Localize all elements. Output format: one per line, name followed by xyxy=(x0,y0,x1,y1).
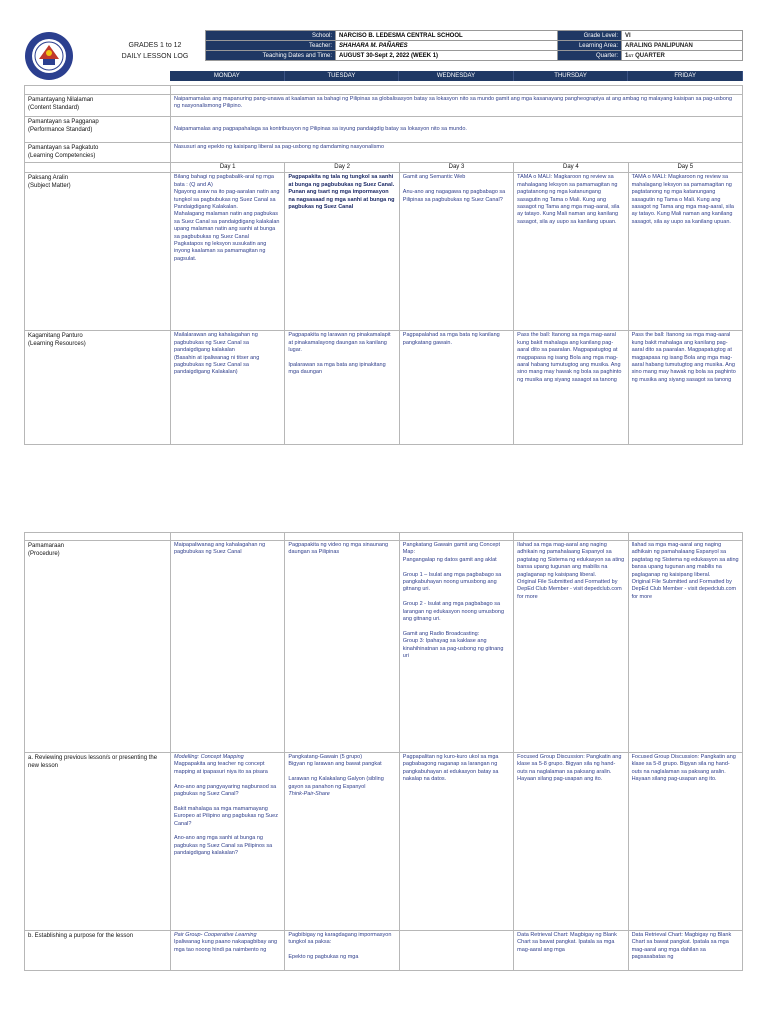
procedure-label: Pamamaraan (Procedure) xyxy=(25,541,171,753)
resources-day5: Pass the ball: Itanong sa mga mag-aaral kung bakit mahalaga ang kanilang pag-aaral dito sa paaralan. Magpapatugtog at magpapasa ng isang Bola ang mga mag-aaral habang tumutugtog ang musika. Ang sino mang may hawak ng bola sa paghinto ng musika ang siyang sasagot sa tanong xyxy=(628,331,742,445)
competencies-label: Pamantayan sa Pagkatuto (Learning Competencies) xyxy=(25,143,171,163)
day-header-monday: MONDAY xyxy=(170,71,285,81)
performance-standard-text: Naipamamalas ang pagpapahalaga sa kontribusyon ng Pilipinas sa isyung pandaigdig batay sa lokasyon nito sa mundo. xyxy=(171,117,743,143)
deped-seal-logo xyxy=(24,31,74,81)
weekday-header-row xyxy=(170,71,743,81)
day-header-friday: FRIDAY xyxy=(628,71,743,81)
teacher-label: Teacher: xyxy=(206,41,336,51)
day-number-1: Day 1 xyxy=(171,163,285,173)
school-label: School: xyxy=(206,31,336,41)
dates-label: Teaching Dates and Time: xyxy=(206,51,336,61)
subject-matter-day3: Gamit ang Semantic Web Anu-ano ang nagagawa ng pagbabago sa Pilipinas sa pagbubukas ng Suez Canal? xyxy=(399,173,513,331)
procedure-day4: Ilahad sa mga mag-aaral ang naging adhikain ng pamahalaang Espanyol sa pagtatag ng Sistema ng edukasyon sa ating bansa upang tugunan ang mabilis na paglaganap ng kaisipang liberal. Original File Submitted and Formatted by DepEd Club Member - visit depedclub.com for more xyxy=(514,541,628,753)
reviewing-day2-body: Pangkatang-Gawain (5 grupo) Bigyan ng larawan ang bawat pangkat Larawan ng Kalakalang Galyon (sibling gayon sa panahon ng Espanyol xyxy=(288,754,384,790)
day-header-thursday: THURSDAY xyxy=(514,71,629,81)
day-number-4: Day 4 xyxy=(514,163,628,173)
school-value: NARCISO B. LEDESMA CENTRAL SCHOOL xyxy=(336,31,558,41)
spacer-cell xyxy=(171,533,285,541)
lesson-table-part2 xyxy=(24,532,743,971)
subject-matter-day1: Bilang bahagi ng pagbabalik-aral ng mga bata : (Q and A) Ngayong araw na ito pag-aaralan natin ang tungkol sa pagbubukas ng Suez Canal sa Pandaigdigang Kalakalan. Mahalagang malaman natin ang pagbukas sa Suez Canal sa pandaigdigang kalakalan upang malaman natin ang sanhi at bunga sa pagbubukas ng Suez Canal Pagkatapos ng leksyon susukatin ang inyong kaalaman sa pamamagitan ng pagsulat. xyxy=(171,173,285,331)
purpose-day1 xyxy=(171,931,285,971)
subject-matter-label: Paksang Aralin (Subject Matter) xyxy=(25,173,171,331)
procedure-day3: Pangkatang Gawain gamit ang Concept Map: Pangangalap ng datos gamit ang aklat Group 1 – Isulat ang mga pagbabago sa pangkabuhayan noong umusbong ang gitnang uri. Group 2 - Isulat ang mga pagbabago sa larangan ng edukasyon noong umusbong ang gitnang uri. Gamit ang Radio Broadcasting: Group 3: Ipahayag sa kaklase ang kinahihinatnan sa pag-usbong ng gitnang uri xyxy=(399,541,513,753)
area-value: ARALING PANLIPUNAN xyxy=(622,41,743,51)
procedure-day1: Maipapaliwanag ang kahalagahan ng pagbubukas ng Suez Canal xyxy=(171,541,285,753)
lesson-table-part1 xyxy=(24,85,743,445)
purpose-day1-body: Ipaliwanag kung paano nakapagbibay ang mga tao noong hindi pa naimbento ng xyxy=(174,939,278,953)
grade-value: VI xyxy=(622,31,743,41)
competencies-text: Nasusuri ang epekto ng kaisipang liberal sa pag-usbong ng damdaming nasyonalismo xyxy=(171,143,743,163)
resources-day3: Pagpapalahad sa mga bata ng kanilang pangkatang gawain. xyxy=(399,331,513,445)
subject-matter-day5: TAMA o MALI: Magkaroon ng review sa mahalagang leksyon sa pamamagitan ng pagtatanong ng mga katanungang sasagutin ng Tama o Mali. Kung ang sasagot ng Tama ang mga mag-aaral, sila ay tatayo. Kung Mali naman ang kanilang sasagot, sila ay uupo sa kanilang upuan. xyxy=(628,173,742,331)
purpose-day1-title: Pair Group- Cooperative Learning xyxy=(174,932,257,938)
purpose-label: b. Establishing a purpose for the lesson xyxy=(25,931,171,971)
quarter-suffix: ST xyxy=(628,52,634,58)
day-number-2: Day 2 xyxy=(285,163,399,173)
quarter-value xyxy=(622,51,743,61)
header-info-table xyxy=(205,30,743,61)
reviewing-day3: Pagpapalitan ng kuro-kuro ukol sa mga pagbabagong naganap sa larangan ng pangkabuhayan at edukasyon batay sa nakalap na datos. xyxy=(399,753,513,931)
reviewing-day2-strategy: Think-Pair-Share xyxy=(288,791,330,798)
quarter-number: 1 xyxy=(625,52,629,59)
title-line-grades: GRADES 1 to 12 xyxy=(128,42,182,49)
procedure-day5: Ilahad sa mga mag-aaral ang naging adhikain ng pamahalaang Espanyol sa pagtatag ng Sistema ng edukasyon sa ating bansa upang tugunan ang mabilis na paglaganap ng kaisipang liberal. Original File Submitted and Formatted by DepEd Club Member - visit depedclub.com for more xyxy=(628,541,742,753)
reviewing-label: a. Reviewing previous lesson/s or presenting the new lesson xyxy=(25,753,171,931)
day-number-3: Day 3 xyxy=(399,163,513,173)
spacer-cell xyxy=(25,533,171,541)
content-standard-text: Naipamamalas ang mapanuring pang-unawa at kaalaman sa bahagi ng Pilipinas sa globalisasyon batay sa lokasyon nito sa mundo gamit ang mga kasanayang pangheograpiya at ang ambag ng malayang kaisipan sa pag-usbong ng nasyonalismong Pilipino. xyxy=(171,95,743,117)
resources-day1: Mailalarawan ang kahalagahan ng pagbubukas ng Suez Canal sa pandaigdigang kalakalan (Basahin at ipaliwanag ni titser ang pagbubukas ng Suez Canal sa pandaigdigang Kalakalan) xyxy=(171,331,285,445)
title-line-dll: DAILY LESSON LOG xyxy=(121,53,189,60)
dates-value: AUGUST 30-Sept 2, 2022 (WEEK 1) xyxy=(336,51,558,61)
spacer-cell xyxy=(285,533,399,541)
subject-matter-day4: TAMA o MALI: Magkaroon ng review sa mahalagang leksyon sa pamamagitan ng pagtatanong ng mga katanungang sasagutin ng Tama o Mali. Kung ang sasagot ng Tama ang mga mag-aaral, sila ay tatayo. Kung Mali naman ang kanilang sasagot, sila ay uupo sa kanilang upuan. xyxy=(514,173,628,331)
spacer-cell xyxy=(25,86,171,95)
day-header-tuesday: TUESDAY xyxy=(285,71,400,81)
purpose-day2: Pagbibigay ng karagdagang impormasyon tungkol sa paksa: Epekto ng pagbukas ng mga xyxy=(285,931,399,971)
area-label: Learning Area: xyxy=(558,41,622,51)
spacer-cell xyxy=(514,533,628,541)
grade-label: Grade Level: xyxy=(558,31,622,41)
resources-day2: Pagpapakita ng larawan ng pinakamalapit at pinakamalayong daungan sa kanilang lugar. Ipalarawan sa mga bata ang ipinakitang mga daungan xyxy=(285,331,399,445)
reviewing-day4: Focused Group Discussion: Pangkatin ang klase sa 5-8 grupo. Bigyan sila ng hand-outs na naglalaman sa paksang aralin. Hayaan silang pag-usapan ang ito. xyxy=(514,753,628,931)
teacher-value: SHAHARA M. PAÑARES xyxy=(336,41,558,51)
resources-day4: Pass the ball: Itanong sa mga mag-aaral kung bakit mahalaga ang kanilang pag-aaral dito sa paaralan. Magpapatugtog at magpapasa ng isang Bola ang mga mag-aaral habang tumutugtog ang musika. Ang sino mang may hawak ng bola sa paghinto ng musika ang siyang sasagot sa tanong xyxy=(514,331,628,445)
subject-matter-day2: Pagpapakita ng tala ng tungkol sa sanhi at bunga ng pagbubukas ng Suez Canal. Punan ang tsart ng mga impormasyon na nagsasaad ng mga sanhi at bunga ng pagbukas ng Suez Canal xyxy=(285,173,399,331)
reviewing-day5: Focused Group Discussion: Pangkatin ang klase sa 5-8 grupo. Bigyan sila ng hand-outs na naglalaman sa paksang aralin. Hayaan silang pag-usapan ang ito. xyxy=(628,753,742,931)
procedure-day2: Pagpapakita ng video ng mga sinaunang daungan sa Pilipinas xyxy=(285,541,399,753)
day-number-spacer xyxy=(25,163,171,173)
reviewing-day1-body: Magpapakita ang teacher ng concept mapping at ipapasuri niya ito sa pisara Ano-ano ang pangyayaring nagbunsod sa pagbukas ng Suez Canal? Bakit mahalaga sa mga mamamayang Europeo at Pilipino ang pagbukas ng Suez Canal? Ano-ano ang mga sanhi at bunga ng pagbukas ng Suez Canal sa Pilipinos sa pandaigdigang kalakalan? xyxy=(174,761,278,857)
purpose-day4: Data Retrieval Chart: Magbigay ng Blank Chart sa bawat pangkat. Ipatala sa mga mag-aaral ang mga xyxy=(514,931,628,971)
reviewing-day2 xyxy=(285,753,399,931)
content-standard-label: Pamantayang Nilalaman (Content Standard) xyxy=(25,95,171,117)
spacer-cell xyxy=(171,86,743,95)
purpose-day5: Data Retrieval Chart: Magbigay ng Blank Chart sa bawat pangkat. Ipatala sa mga mag-aaral ang mga dahilan sa pagsasabatas ng xyxy=(628,931,742,971)
reviewing-day1-title: Modelling: Concept Mapping xyxy=(174,754,244,760)
spacer-cell xyxy=(399,533,513,541)
spacer-cell xyxy=(628,533,742,541)
quarter-label: Quarter: xyxy=(558,51,622,61)
day-number-5: Day 5 xyxy=(628,163,742,173)
quarter-word: QUARTER xyxy=(633,52,665,59)
day-header-wednesday: WEDNESDAY xyxy=(399,71,514,81)
reviewing-day1 xyxy=(171,753,285,931)
performance-standard-label: Pamantayan sa Pagganap (Performance Standard) xyxy=(25,117,171,143)
purpose-day3 xyxy=(399,931,513,971)
resources-label: Kagamitang Panturo (Learning Resources) xyxy=(25,331,171,445)
